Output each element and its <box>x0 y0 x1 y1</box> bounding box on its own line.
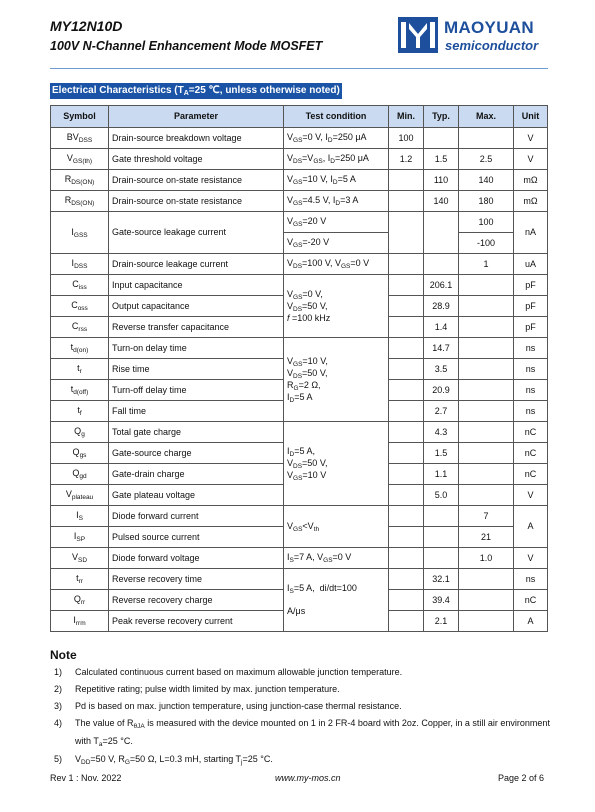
parameter-cell: Pulsed source current <box>109 527 284 548</box>
note-item <box>50 751 550 769</box>
note-number: 4) <box>54 718 63 728</box>
parameter-cell: Reverse transfer capacitance <box>109 317 284 338</box>
parameter-cell: Turn-off delay time <box>109 380 284 401</box>
symbol-cell: $V_{GS(th)}$ <box>51 149 109 170</box>
condition-cell: $V_{DS}=100$ V, $V_{GS}=0$ V <box>284 254 389 275</box>
note-number: 5) <box>54 754 63 764</box>
min-cell <box>389 212 424 254</box>
typ-cell: 206.1 <box>424 275 459 296</box>
parameter-cell: Drain-source on-state resistance <box>109 170 284 191</box>
unit-cell: V <box>514 128 548 149</box>
table-row <box>51 275 548 296</box>
condition-cell: $V_{GS}=20$ V <box>284 212 389 233</box>
min-cell <box>389 338 424 359</box>
symbol-cell: $t_r$ <box>51 359 109 380</box>
condition-cell: $I_D=5$ A, $V_{DS}=50$ V, $V_{GS}=10$ V <box>284 422 389 506</box>
parameter-cell: Rise time <box>109 359 284 380</box>
symbol-cell: $BV_{DSS}$ <box>51 128 109 149</box>
note-number: 2) <box>54 684 63 694</box>
col-header-typ: Typ. <box>424 106 459 128</box>
max-cell <box>459 338 514 359</box>
parameter-cell: Total gate charge <box>109 422 284 443</box>
brand-sub: semiconductor <box>445 38 539 53</box>
condition-cell: $V_{DS}=V_{GS}$, $I_D=250$ μA <box>284 149 389 170</box>
note-item <box>50 681 550 698</box>
unit-cell: pF <box>514 296 548 317</box>
unit-cell: pF <box>514 275 548 296</box>
max-cell <box>459 485 514 506</box>
max-cell: 140 <box>459 170 514 191</box>
min-cell <box>389 254 424 275</box>
max-cell <box>459 443 514 464</box>
symbol-cell: $C_{oss}$ <box>51 296 109 317</box>
unit-cell: ns <box>514 380 548 401</box>
page-number: Page 2 of 6 <box>497 773 544 783</box>
unit-cell: V <box>514 485 548 506</box>
typ-cell <box>424 506 459 527</box>
symbol-cell: $t_{rr}$ <box>51 569 109 590</box>
parameter-cell: Reverse recovery charge <box>109 590 284 611</box>
max-cell <box>459 569 514 590</box>
min-cell <box>389 170 424 191</box>
parameter-cell: Peak reverse recovery current <box>109 611 284 632</box>
min-cell <box>389 464 424 485</box>
min-cell <box>389 296 424 317</box>
symbol-cell: $t_f$ <box>51 401 109 422</box>
min-cell: 100 <box>389 128 424 149</box>
condition-cell: $V_{GS}=-20$ V <box>284 233 389 254</box>
unit-cell: A <box>514 611 548 632</box>
notes-title: Note <box>50 648 77 662</box>
min-cell <box>389 569 424 590</box>
typ-cell <box>424 128 459 149</box>
min-cell <box>389 506 424 527</box>
max-cell <box>459 317 514 338</box>
unit-cell: nC <box>514 590 548 611</box>
typ-cell: 110 <box>424 170 459 191</box>
table-header-row <box>51 106 548 128</box>
col-header-parameter: Parameter <box>109 106 284 128</box>
symbol-cell: $R_{DS(ON)}$ <box>51 170 109 191</box>
typ-cell: 5.0 <box>424 485 459 506</box>
condition-cell: $V_{GS}=10$ V, $I_D=5$ A <box>284 170 389 191</box>
unit-cell: ns <box>514 359 548 380</box>
section-title: Electrical Characteristics ($T_A=25$ ℃, unless otherwise noted) <box>52 85 340 97</box>
symbol-cell: $I_{DSS}$ <box>51 254 109 275</box>
max-cell: -100 <box>459 233 514 254</box>
min-cell <box>389 401 424 422</box>
unit-cell: ns <box>514 569 548 590</box>
parameter-cell: Drain-source leakage current <box>109 254 284 275</box>
symbol-cell: $Q_{gs}$ <box>51 443 109 464</box>
note-item <box>50 698 550 715</box>
symbol-cell: $t_{d(off)}$ <box>51 380 109 401</box>
note-text: Calculated continuous current based on maximum allowable junction temperature. <box>75 667 403 677</box>
min-cell <box>389 527 424 548</box>
part-number: MY12N10D <box>50 18 123 34</box>
unit-cell: pF <box>514 317 548 338</box>
parameter-cell: Reverse recovery time <box>109 569 284 590</box>
maoyuan-logo <box>398 17 548 55</box>
typ-cell: 4.3 <box>424 422 459 443</box>
unit-cell: mΩ <box>514 170 548 191</box>
symbol-cell: $I_{SP}$ <box>51 527 109 548</box>
table-row <box>51 254 548 275</box>
max-cell: 1.0 <box>459 548 514 569</box>
unit-cell: nC <box>514 422 548 443</box>
typ-cell: 2.1 <box>424 611 459 632</box>
unit-cell: A <box>514 506 548 548</box>
min-cell <box>389 317 424 338</box>
typ-cell: 1.1 <box>424 464 459 485</box>
note-number: 1) <box>54 667 63 677</box>
symbol-cell: $I_{rrm}$ <box>51 611 109 632</box>
condition-cell: $V_{GS}=0$ V, $V_{DS}=50$ V, f =100 kHz <box>284 275 389 338</box>
condition-cell: $I_S=5$ A, di/dt=100 A/μs <box>284 569 389 632</box>
note-item <box>50 664 550 681</box>
table-row <box>51 548 548 569</box>
table-row <box>51 149 548 170</box>
max-cell: 2.5 <box>459 149 514 170</box>
col-header-symbol: Symbol <box>51 106 109 128</box>
typ-cell: 2.7 <box>424 401 459 422</box>
max-cell <box>459 464 514 485</box>
col-header-condition: Test condition <box>284 106 389 128</box>
min-cell <box>389 191 424 212</box>
max-cell <box>459 275 514 296</box>
max-cell: 21 <box>459 527 514 548</box>
logo-mark-icon <box>398 17 438 53</box>
min-cell <box>389 359 424 380</box>
parameter-cell: Gate plateau voltage <box>109 485 284 506</box>
symbol-cell: $I_{GSS}$ <box>51 212 109 254</box>
brand-name: MAOYUAN <box>444 18 534 37</box>
typ-cell <box>424 254 459 275</box>
header-divider <box>50 68 548 69</box>
symbol-cell: $Q_{rr}$ <box>51 590 109 611</box>
col-header-max: Max. <box>459 106 514 128</box>
unit-cell: mΩ <box>514 191 548 212</box>
table-row <box>51 170 548 191</box>
table-row <box>51 422 548 443</box>
table-row <box>51 212 548 233</box>
part-subtitle: 100V N-Channel Enhancement Mode MOSFET <box>50 39 323 53</box>
unit-cell: uA <box>514 254 548 275</box>
parameter-cell: Diode forward current <box>109 506 284 527</box>
max-cell <box>459 401 514 422</box>
symbol-cell: $Q_{gd}$ <box>51 464 109 485</box>
revision-label: Rev 1 : Nov. 2022 <box>50 773 122 783</box>
unit-cell: ns <box>514 338 548 359</box>
typ-cell <box>424 527 459 548</box>
unit-cell: ns <box>514 401 548 422</box>
parameter-cell: Fall time <box>109 401 284 422</box>
symbol-cell: $C_{iss}$ <box>51 275 109 296</box>
condition-cell: $V_{GS}=4.5$ V, $I_D=3$ A <box>284 191 389 212</box>
parameter-cell: Gate-source leakage current <box>109 212 284 254</box>
typ-cell: 20.9 <box>424 380 459 401</box>
max-cell <box>459 380 514 401</box>
min-cell: 1.2 <box>389 149 424 170</box>
condition-cell: $V_{GS}<V_{th}$ <box>284 506 389 548</box>
unit-cell: nA <box>514 212 548 254</box>
condition-cell: $V_{GS}=10$ V, $V_{DS}=50$ V, $R_G=2$ Ω, $I_D=5$ A <box>284 338 389 422</box>
typ-cell: 39.4 <box>424 590 459 611</box>
note-item <box>50 715 550 751</box>
min-cell <box>389 275 424 296</box>
parameter-cell: Drain-source breakdown voltage <box>109 128 284 149</box>
max-cell <box>459 590 514 611</box>
max-cell <box>459 359 514 380</box>
typ-cell: 1.5 <box>424 149 459 170</box>
typ-cell: 1.4 <box>424 317 459 338</box>
table-row <box>51 506 548 527</box>
min-cell <box>389 548 424 569</box>
table-row <box>51 128 548 149</box>
typ-cell: 14.7 <box>424 338 459 359</box>
max-cell <box>459 296 514 317</box>
symbol-cell: $V_{SD}$ <box>51 548 109 569</box>
max-cell: 180 <box>459 191 514 212</box>
parameter-cell: Output capacitance <box>109 296 284 317</box>
max-cell: 7 <box>459 506 514 527</box>
symbol-cell: $R_{DS(ON)}$ <box>51 191 109 212</box>
min-cell <box>389 590 424 611</box>
note-text: The value of $R_{\theta JA}$ is measured with the device mounted on 1 in 2 FR-4 board with 2oz. Copper, in a still air environment with $T_a=25$ °C. <box>75 718 550 748</box>
col-header-min: Min. <box>389 106 424 128</box>
electrical-characteristics-table <box>50 105 548 632</box>
parameter-cell: Input capacitance <box>109 275 284 296</box>
min-cell <box>389 443 424 464</box>
website-link[interactable]: www.my-mos.cn <box>275 773 341 783</box>
symbol-cell: $C_{rss}$ <box>51 317 109 338</box>
col-header-unit: Unit <box>514 106 548 128</box>
symbol-cell: $I_S$ <box>51 506 109 527</box>
typ-cell: 140 <box>424 191 459 212</box>
condition-cell: $V_{GS}=0$ V, $I_D=250$ μA <box>284 128 389 149</box>
parameter-cell: Drain-source on-state resistance <box>109 191 284 212</box>
max-cell <box>459 128 514 149</box>
max-cell: 100 <box>459 212 514 233</box>
parameter-cell: Gate threshold voltage <box>109 149 284 170</box>
note-text: Repetitive rating; pulse width limited by max. junction temperature. <box>75 684 340 694</box>
note-number: 3) <box>54 701 63 711</box>
max-cell: 1 <box>459 254 514 275</box>
table-row <box>51 569 548 590</box>
typ-cell: 1.5 <box>424 443 459 464</box>
symbol-cell: $Q_g$ <box>51 422 109 443</box>
parameter-cell: Gate-source charge <box>109 443 284 464</box>
min-cell <box>389 422 424 443</box>
parameter-cell: Diode forward voltage <box>109 548 284 569</box>
parameter-cell: Gate-drain charge <box>109 464 284 485</box>
unit-cell: nC <box>514 464 548 485</box>
parameter-cell: Turn-on delay time <box>109 338 284 359</box>
table-row <box>51 338 548 359</box>
unit-cell: nC <box>514 443 548 464</box>
symbol-cell: $t_{d(on)}$ <box>51 338 109 359</box>
typ-cell <box>424 212 459 254</box>
typ-cell <box>424 548 459 569</box>
unit-cell: V <box>514 149 548 170</box>
typ-cell: 3.5 <box>424 359 459 380</box>
note-text: $V_{DD}=50$ V, $R_G=50$ Ω, L=0.3 mH, starting $T_j=25$ °C. <box>75 754 273 766</box>
condition-cell: $I_S=7$ A, $V_{GS}=0$ V <box>284 548 389 569</box>
typ-cell: 28.9 <box>424 296 459 317</box>
symbol-cell: $V_{plateau}$ <box>51 485 109 506</box>
typ-cell: 32.1 <box>424 569 459 590</box>
notes-section <box>50 648 550 769</box>
min-cell <box>389 380 424 401</box>
max-cell <box>459 422 514 443</box>
table-row <box>51 191 548 212</box>
min-cell <box>389 611 424 632</box>
unit-cell: V <box>514 548 548 569</box>
min-cell <box>389 485 424 506</box>
note-text: Pd is based on max. junction temperature, using junction-case thermal resistance. <box>75 701 402 711</box>
max-cell <box>459 611 514 632</box>
